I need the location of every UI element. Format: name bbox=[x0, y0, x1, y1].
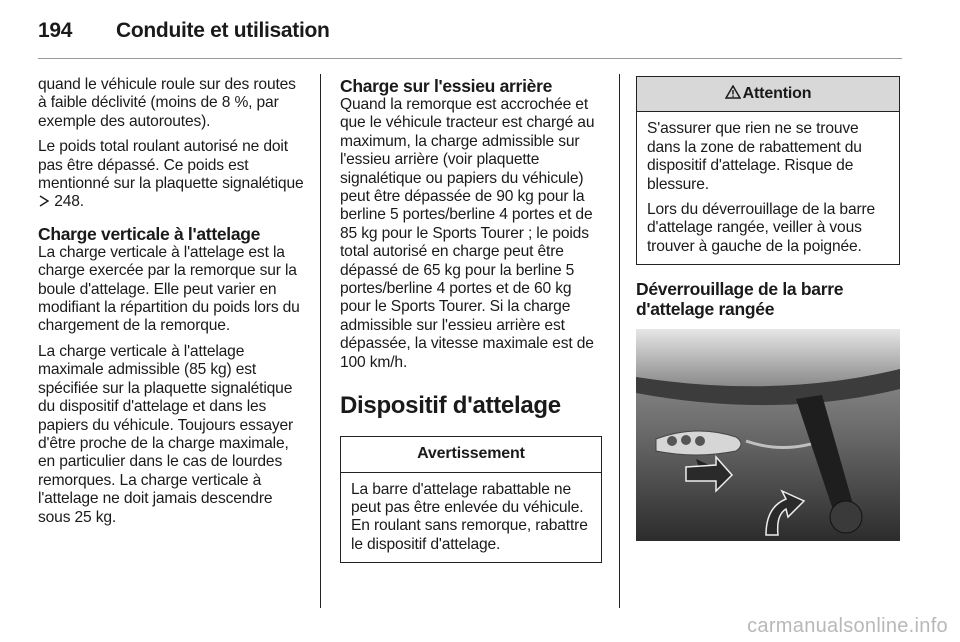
attention-box-text: S'assurer que rien ne se trouve dans la zone de rabattement du dispositif d'attelage. Risque de blessure. bbox=[647, 120, 862, 193]
paragraph: quand le véhicule roule sur des routes à faible déclivité (moins de 8 %, par exemple des autoroutes). bbox=[38, 76, 296, 130]
warning-box-text: La barre d'attelage rabattable ne peut pas être enlevée du véhicule. En roulant sans remorque, rabattre le dispositif d'attelage. bbox=[351, 480, 588, 553]
section-heading: Charge verticale à l'attelage bbox=[38, 223, 261, 244]
attention-box-title: Attention bbox=[742, 85, 812, 102]
page-header bbox=[38, 14, 918, 54]
attention-box bbox=[636, 76, 900, 265]
attention-box-text: Lors du déverrouillage de la barre d'attelage rangée, veiller à vous trouver à gauche de la poignée. bbox=[647, 201, 876, 255]
warning-box bbox=[340, 436, 602, 563]
towbar-photo bbox=[636, 329, 900, 541]
column-left bbox=[38, 76, 308, 534]
paragraph: La charge verticale à l'attelage est la charge exercée par la remorque sur la boule d'attelage. Elle peut varier en modifiant la répartition du poids lors du chargement de la remorque. bbox=[38, 243, 300, 335]
column-right bbox=[636, 76, 900, 547]
page-reference-link[interactable]: 248. bbox=[54, 193, 84, 211]
paragraph bbox=[38, 138, 308, 212]
chapter-heading: Dispositif d'attelage bbox=[340, 392, 561, 420]
paragraph: La charge verticale à l'attelage maximale admissible (85 kg) est spécifiée sur la plaquette signalétique du dispositif d'attelage et dans les papiers du véhicule. Toujours essayer d'être proche de la charge maximale, en particulier dans le cas de lourdes remorques. La charge verticale à l'attelage ne doit jamais descendre sous 25 kg. bbox=[38, 342, 294, 526]
warning-box-title: Avertissement bbox=[341, 437, 601, 472]
arrow-reference-icon bbox=[38, 193, 54, 210]
paragraph: Quand la remorque est accrochée et que le véhicule tracteur est chargé au maximum, la charge admissible sur l'essieu arrière (voir plaquette signalétique ou papiers du véhicule) peut être dépassée de 90 kg pour la berline 5 portes/berline 4 portes et de 85 kg pour le Sports Tourer ; le poids total autorisé en charge peut être dépassé de 65 kg pour la berline 5 portes/berline 4 portes et de 60 kg pour le Sports Tourer. Si la charge admissible sur l'essieu arrière est dépassée, la vitesse maximale est de 100 km/h. bbox=[340, 96, 595, 371]
column-middle bbox=[340, 76, 602, 563]
page-number: 194 bbox=[38, 19, 73, 42]
column-divider-2 bbox=[619, 74, 620, 608]
section-heading: Déverrouillage de la barre d'attelage rangée bbox=[636, 279, 844, 320]
watermark: carmanualsonline.info bbox=[747, 615, 948, 637]
warning-triangle-icon bbox=[725, 85, 741, 99]
column-divider-1 bbox=[320, 74, 321, 608]
section-heading: Charge sur l'essieu arrière bbox=[340, 76, 553, 96]
paragraph-text: Le poids total roulant autorisé ne doit pas être dépassé. Ce poids est mentionné sur la plaquette signalétique bbox=[38, 138, 304, 193]
chapter-title: Conduite et utilisation bbox=[116, 19, 330, 42]
attention-box-header bbox=[637, 77, 899, 112]
header-divider bbox=[38, 58, 902, 59]
